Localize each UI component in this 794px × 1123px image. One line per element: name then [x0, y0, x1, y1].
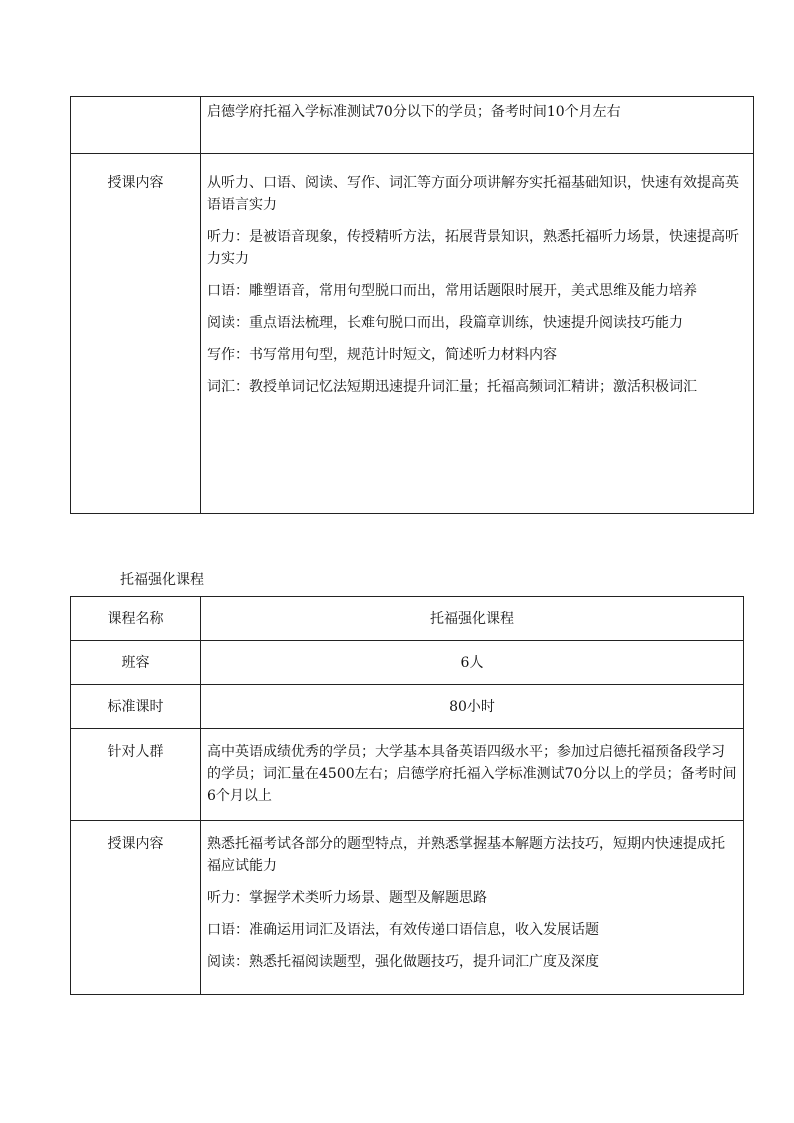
- target-group-value: 高中英语成绩优秀的学员；大学基本具备英语四级水平；参加过启德托福预备段学习的学员；词汇量在4500左右；启德学府托福入学标准测试70分以上的学员；备考时间6个月以上: [201, 729, 744, 821]
- teaching-content-cell: [201, 821, 744, 995]
- table-row: [71, 685, 744, 729]
- content-paragraph: 熟悉托福考试各部分的题型特点，并熟悉掌握基本解题方法技巧，短期内快速提成托福应试能力: [207, 836, 725, 874]
- row-label-standard-hours: 标准课时: [71, 685, 201, 729]
- course-table-intensive: [70, 596, 744, 995]
- class-size-value: 6人: [201, 641, 744, 685]
- table-row: [71, 821, 744, 995]
- content-paragraph: 从听力、口语、阅读、写作、词汇等方面分项讲解夯实托福基础知识，快速有效提高英语语言实力: [207, 175, 739, 213]
- table-row: [71, 597, 744, 641]
- teaching-content-cell: [201, 154, 754, 514]
- content-paragraph: 听力：掌握学术类听力场景、题型及解题思路: [207, 890, 487, 906]
- row-label-class-size: 班容: [71, 641, 201, 685]
- content-paragraph: 口语：准确运用词汇及语法，有效传递口语信息，收入发展话题: [207, 922, 599, 938]
- table-row: [71, 641, 744, 685]
- content-paragraph: 词汇：教授单词记忆法短期迅速提升词汇量；托福高频词汇精讲；激活积极词汇: [207, 379, 697, 395]
- row-label-teaching-content: 授课内容: [71, 154, 201, 514]
- target-audience-text: 启德学府托福入学标准测试70分以下的学员；备考时间10个月左右: [201, 97, 754, 154]
- table-row: [71, 97, 754, 154]
- row-label-course-name: 课程名称: [71, 597, 201, 641]
- row-label-target-group: 针对人群: [71, 729, 201, 821]
- content-paragraph: 听力：是被语音现象，传授精听方法，拓展背景知识，熟悉托福听力场景，快速提高听力实力: [207, 229, 739, 267]
- content-paragraph: 阅读：熟悉托福阅读题型，强化做题技巧，提升词汇广度及深度: [207, 954, 599, 970]
- course-name-value: 托福强化课程: [201, 597, 744, 641]
- course-table-basic: [70, 96, 754, 514]
- section-title: 托福强化课程: [120, 572, 204, 588]
- content-paragraph: 写作：书写常用句型，规范计时短文，简述听力材料内容: [207, 347, 557, 363]
- standard-hours-value: 80小时: [201, 685, 744, 729]
- table-row: [71, 729, 744, 821]
- table-row: [71, 154, 754, 514]
- row-label-empty: [71, 97, 201, 154]
- content-paragraph: 口语：雕塑语音，常用句型脱口而出，常用话题限时展开，美式思维及能力培养: [207, 283, 697, 299]
- row-label-teaching-content: 授课内容: [71, 821, 201, 995]
- content-paragraph: 阅读：重点语法梳理，长难句脱口而出，段篇章训练，快速提升阅读技巧能力: [207, 315, 683, 331]
